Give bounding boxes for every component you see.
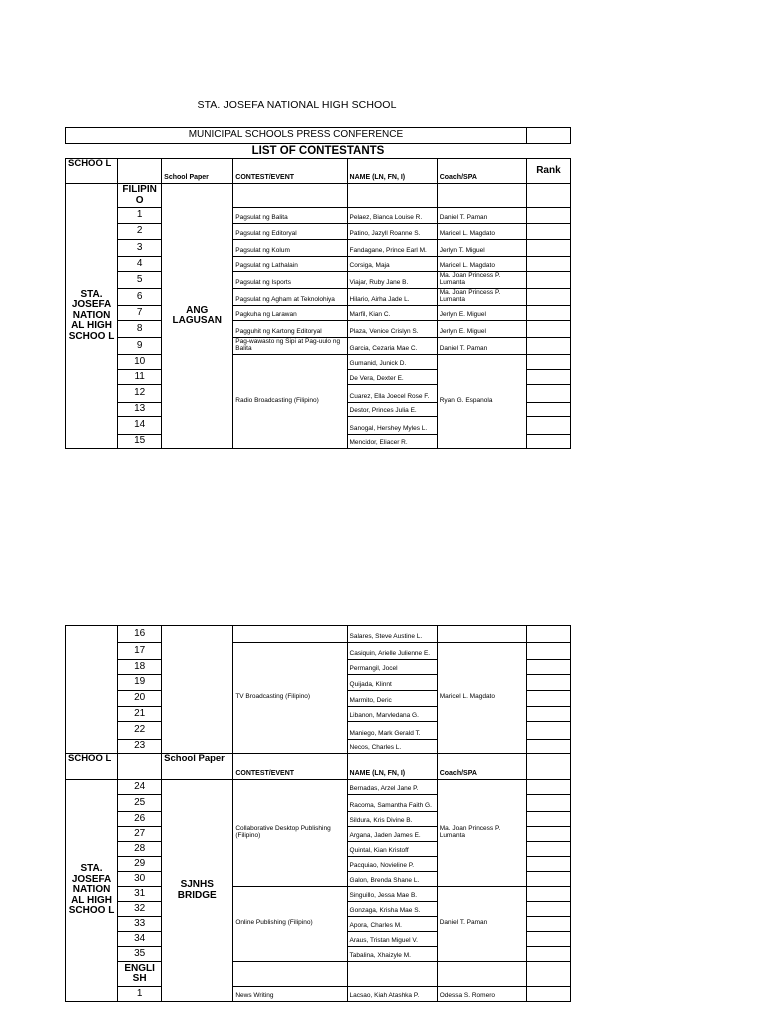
row-number: 19 [118, 675, 162, 691]
contestant-name: Bernadas, Arzel Jane P. [347, 780, 437, 795]
contestant-name: Fandagane, Prince Earl M. [347, 240, 437, 257]
rank-cell [526, 289, 570, 306]
header-name: NAME (LN, FN, I) [347, 754, 437, 780]
school-blank-cell [66, 626, 118, 754]
header-name: NAME (LN, FN, I) [347, 159, 437, 184]
table-row [66, 272, 571, 289]
blank-cell [437, 962, 526, 987]
contestant-name: Garcia, Cezaria Mae C. [347, 338, 437, 355]
rank-cell [526, 240, 570, 257]
table-row [66, 987, 571, 1002]
rank-cell [526, 872, 570, 887]
contestant-name: Viajar, Ruby Jane B. [347, 272, 437, 289]
language-label-english: ENGLI SH [118, 962, 162, 987]
row-number: 32 [118, 902, 162, 917]
row-number: 24 [118, 780, 162, 795]
contestant-name: Quintal, Kian Kristoff [347, 842, 437, 857]
contestant-name: Sildura, Kris Divine B. [347, 812, 437, 827]
contest-cell: Pagsulat ng Agham at Teknolohiya [233, 289, 347, 306]
table-row [66, 321, 571, 338]
contestant-name: Gonzaga, Krisha Mae S. [347, 902, 437, 917]
row-number: 17 [118, 643, 162, 660]
header-rank: Rank [526, 159, 570, 184]
rank-cell [526, 403, 570, 417]
blank-cell [526, 184, 570, 208]
contestant-name: Lacsao, Kiah Atashka P. [347, 987, 437, 1002]
rank-cell [526, 691, 570, 707]
row-number: 12 [118, 385, 162, 403]
coach-cell: Jerlyn E. Miguel [437, 321, 526, 338]
table-row [66, 626, 571, 643]
contestant-name: Maniego, Mark Gerald T. [347, 722, 437, 740]
header-coach: Coach/SPA [437, 754, 526, 780]
row-number: 3 [118, 240, 162, 257]
contest-cell: Pag-wawasto ng Sipi at Pag-uulo ng Balita [233, 338, 347, 355]
contestant-name: Tabalina, Xhaizyle M. [347, 947, 437, 962]
contestant-name: Singuillo, Jessa Mae B. [347, 887, 437, 902]
contestant-name: Gumanid, Junick D. [347, 355, 437, 370]
school-cell: STA. JOSEFA NATION AL HIGH SCHOO L [66, 184, 118, 449]
contestant-name: Casiquin, Arielle Julienne E. [347, 643, 437, 660]
row-number: 7 [118, 306, 162, 321]
header-school-paper: School Paper [162, 754, 233, 780]
contestant-name: Mencidor, Eliacer R. [347, 435, 437, 449]
contest-cell: Collaborative Desktop Publishing (Filipino) [233, 780, 347, 887]
contestants-table-page-2 [65, 625, 571, 1002]
contestant-name: Araus, Tristan Miguel V. [347, 932, 437, 947]
contest-cell: Pagsulat ng Kolum [233, 240, 347, 257]
row-number: 10 [118, 355, 162, 370]
blank-cell [347, 962, 437, 987]
school-paper-cell: SJNHS BRIDGE [162, 780, 233, 1002]
rank-cell [526, 947, 570, 962]
school-paper-cell: ANG LAGUSAN [162, 184, 233, 449]
contestant-name: Racoma, Samantha Faith G. [347, 795, 437, 812]
row-number: 15 [118, 435, 162, 449]
contestant-name: Apora, Charles M. [347, 917, 437, 932]
contest-cell: News Writing [233, 987, 347, 1002]
blank-cell [233, 184, 347, 208]
rank-cell [526, 887, 570, 902]
row-number: 13 [118, 403, 162, 417]
row-number: 9 [118, 338, 162, 355]
language-label-filipino: FILIPIN O [118, 184, 162, 208]
coach-cell: Maricel L. Magdato [437, 643, 526, 754]
row-number: 28 [118, 842, 162, 857]
rank-cell [526, 842, 570, 857]
table-row [66, 240, 571, 257]
banner-blank-cell [526, 128, 570, 144]
rank-cell [526, 827, 570, 842]
table-row [66, 338, 571, 355]
rank-cell [526, 902, 570, 917]
coach-cell: Daniel T. Paman [437, 208, 526, 224]
row-number: 29 [118, 857, 162, 872]
contestant-name: Galon, Brenda Shane L. [347, 872, 437, 887]
contestant-name: Destor, Princes Julia E. [347, 403, 437, 417]
table-row [66, 208, 571, 224]
rank-cell [526, 812, 570, 827]
row-number: 34 [118, 932, 162, 947]
header-school: SCHOO L [66, 754, 118, 780]
row-number: 31 [118, 887, 162, 902]
rank-cell [526, 224, 570, 240]
contestant-name: Necos, Charles L. [347, 740, 437, 754]
contestant-name: Quijada, Klinnt [347, 675, 437, 691]
rank-cell [526, 435, 570, 449]
header-school: SCHOO L [66, 159, 118, 184]
rank-cell [526, 795, 570, 812]
row-number: 20 [118, 691, 162, 707]
coach-cell: Daniel T. Paman [437, 338, 526, 355]
rank-cell [526, 707, 570, 722]
table-row [66, 289, 571, 306]
rank-cell [526, 257, 570, 272]
row-number: 21 [118, 707, 162, 722]
table-row [66, 257, 571, 272]
header-contest: CONTEST/EVENT [233, 754, 347, 780]
coach-cell: Ma. Joan Princess P. Lumanta [437, 289, 526, 306]
row-number: 14 [118, 417, 162, 435]
coach-cell: Jerlyn T. Miguel [437, 240, 526, 257]
contest-cell: Pagguhit ng Kartong Editoryal [233, 321, 347, 338]
coach-cell: Jerlyn E. Miguel [437, 306, 526, 321]
table-row [66, 355, 571, 370]
rank-cell [526, 722, 570, 740]
row-number: 27 [118, 827, 162, 842]
row-number: 30 [118, 872, 162, 887]
rank-cell [526, 917, 570, 932]
coach-cell [437, 626, 526, 643]
row-number: 22 [118, 722, 162, 740]
rank-cell [526, 306, 570, 321]
coach-cell: Maricel L. Magdato [437, 224, 526, 240]
rank-cell [526, 338, 570, 355]
contestant-name: Hilario, Airha Jade L. [347, 289, 437, 306]
contestant-name: Libanon, Marvledana G. [347, 707, 437, 722]
rank-cell [526, 355, 570, 370]
contestant-name: Permangil, Jocel [347, 660, 437, 675]
row-number: 1 [118, 208, 162, 224]
row-number: 4 [118, 257, 162, 272]
rank-cell [526, 675, 570, 691]
header-coach: Coach/SPA [437, 159, 526, 184]
table-row [66, 306, 571, 321]
header-rank-blank [526, 754, 570, 780]
coach-cell: Odessa S. Romero [437, 987, 526, 1002]
contestant-name: Salares, Steve Austine L. [347, 626, 437, 643]
rank-cell [526, 780, 570, 795]
contest-cell: Pagkuha ng Larawan [233, 306, 347, 321]
row-number: 25 [118, 795, 162, 812]
contest-cell [233, 626, 347, 643]
header-school-paper: School Paper [162, 159, 233, 184]
conference-title: MUNICIPAL SCHOOLS PRESS CONFERENCE [66, 128, 527, 144]
rank-cell [526, 932, 570, 947]
table-row [66, 643, 571, 660]
table-row [66, 780, 571, 795]
contest-cell: Pagsulat ng Balita [233, 208, 347, 224]
rank-cell [526, 208, 570, 224]
row-number: 11 [118, 370, 162, 385]
contestant-name: Cuarez, Ella Joecel Rose F. [347, 385, 437, 403]
rank-cell [526, 660, 570, 675]
contest-cell: Pagsulat ng Isports [233, 272, 347, 289]
rank-cell [526, 417, 570, 435]
rank-cell [526, 857, 570, 872]
paper-blank-cell [162, 626, 233, 754]
contest-cell: Pagsulat ng Lathalain [233, 257, 347, 272]
blank-cell [233, 962, 347, 987]
row-number: 5 [118, 272, 162, 289]
contest-cell: TV Broadcasting (Filipino) [233, 643, 347, 754]
contestant-name: De Vera, Dexter E. [347, 370, 437, 385]
rank-cell [526, 385, 570, 403]
school-cell: STA. JOSEFA NATION AL HIGH SCHOO L [66, 780, 118, 1002]
contestant-name: Plaza, Venice Crislyn S. [347, 321, 437, 338]
rank-cell [526, 987, 570, 1002]
rank-cell [526, 740, 570, 754]
contestant-name: Argana, Jaden James E. [347, 827, 437, 842]
header-number-blank [118, 754, 162, 780]
blank-cell [347, 184, 437, 208]
rank-cell [526, 321, 570, 338]
rank-cell [526, 272, 570, 289]
coach-cell: Ryan G. Espanola [437, 355, 526, 449]
row-number: 6 [118, 289, 162, 306]
contestant-name: Patino, Jazyll Roanne S. [347, 224, 437, 240]
coach-cell: Daniel T. Paman [437, 887, 526, 962]
coach-cell: Ma. Joan Princess P. Lumanta [437, 272, 526, 289]
contestant-name: Marmito, Deric [347, 691, 437, 707]
rank-cell [526, 643, 570, 660]
header-contest: CONTEST/EVENT [233, 159, 347, 184]
header-number-blank [118, 159, 162, 184]
row-number: 1 [118, 987, 162, 1002]
table-row [66, 224, 571, 240]
rank-cell [526, 370, 570, 385]
contest-cell: Radio Broadcasting (Filipino) [233, 355, 347, 449]
coach-cell: Maricel L. Magdato [437, 257, 526, 272]
row-number: 35 [118, 947, 162, 962]
row-number: 26 [118, 812, 162, 827]
coach-cell: Ma. Joan Princess P. Lumanta [437, 780, 526, 887]
row-number: 8 [118, 321, 162, 338]
school-heading: STA. JOSEFA NATIONAL HIGH SCHOOL [197, 99, 397, 111]
contest-cell: Online Publishing (Filipino) [233, 887, 347, 962]
list-title: LIST OF CONTESTANTS [251, 144, 385, 157]
rank-cell [526, 626, 570, 643]
row-number: 33 [118, 917, 162, 932]
contestant-name: Sanogal, Hershey Myles L. [347, 417, 437, 435]
contestant-name: Pelaez, Bianca Louise R. [347, 208, 437, 224]
contestant-name: Marfil, Kian C. [347, 306, 437, 321]
row-number: 16 [118, 626, 162, 643]
row-number: 2 [118, 224, 162, 240]
blank-cell [526, 962, 570, 987]
table-row [66, 887, 571, 902]
blank-cell [437, 184, 526, 208]
contestant-name: Pacquiao, Novieline P. [347, 857, 437, 872]
row-number: 23 [118, 740, 162, 754]
contestant-name: Corsiga, Maja [347, 257, 437, 272]
contestants-table-page-1 [65, 127, 571, 449]
row-number: 18 [118, 660, 162, 675]
contest-cell: Pagsulat ng Editoryal [233, 224, 347, 240]
